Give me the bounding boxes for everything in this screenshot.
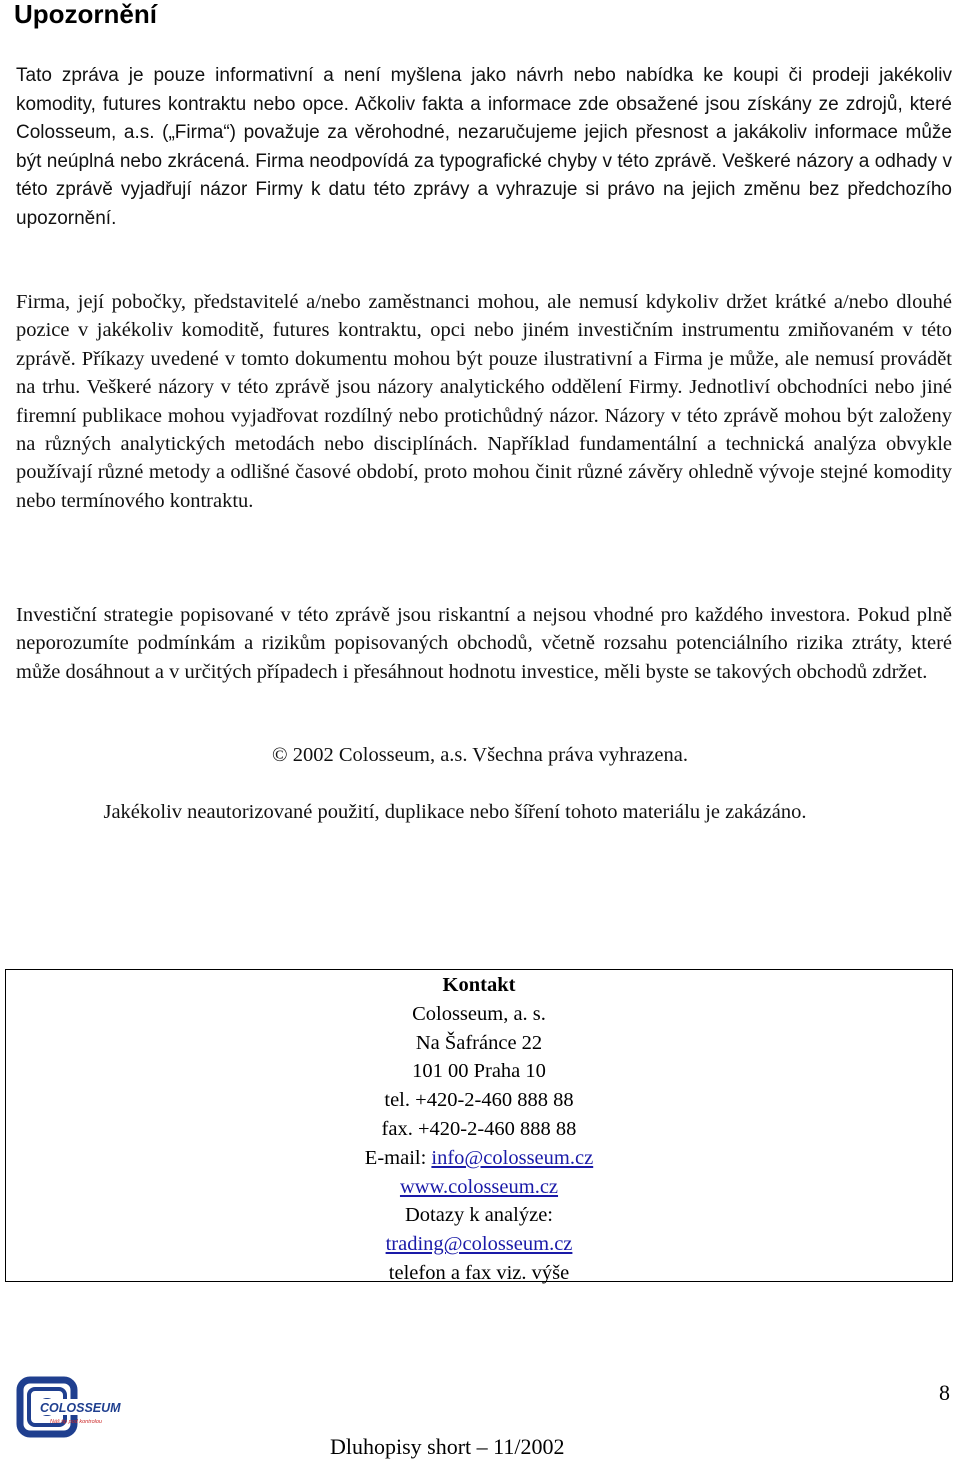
disclaimer-paragraph-2: Firma, její pobočky, představitelé a/nebo zaměstnanci mohou, ale nemusí kdykoliv držet krátké a/nebo dlouhé pozice v jakékoliv komoditě, futures kontraktu, opci nebo jiném investičním instrumentu zmiňovaném v této zprávě. Příkazy uvedené v tomto dokumentu mohou být pouze ilustrativní a Firma je může, ale nemusí provádět na trhu. Veškeré názory v této zprávě jsou názory analytického oddělení Firmy. Jednotliví obchodníci nebo jiné firemní publikace mohou vyjadřovat rozdílný nebo protichůdný názor. Názory v této zprávě mohou být založeny na různých analytických metodách nebo disciplínách. Například fundamentální a technická analýza obvykle používají různé metody a odlišné časové období, proto mohou činit různé závěry ohledně vývoje stejné komodity nebo termínového kontraktu. <box>16 291 952 512</box>
disclaimer-paragraph-3: Investiční strategie popisované v této zprávě jsou riskantní a nejsou vhodné pro každého investora. Pokud plně neporozumíte podmínkám a rizikům popisovaných obchodů, včetně rozsahu potenciálního rizika ztráty, které může dosáhnout a v určitých případech i přesáhnout hodnotu investice, měli byste se takových obchodů zdržet. <box>16 604 952 683</box>
logo-wordmark: COLOSSEUM <box>40 1401 121 1415</box>
contact-web-line <box>6 1173 952 1202</box>
contact-company: Colosseum, a. s. <box>412 1002 546 1025</box>
contact-email-line <box>6 1144 952 1173</box>
contact-email-link[interactable]: info@colosseum.cz <box>431 1146 594 1169</box>
disclaimer-paragraph-1: Tato zpráva je pouze informativní a není myšlena jako návrh nebo nabídka ke koupi či prodeji jakékoliv komodity, futures kontraktu nebo opce. Ačkoliv fakta a informace zde obsažené jsou získány ze zdrojů, které Colosseum, a.s. („Firma“) považuje za věrohodné, nezaručujeme jejich přesnost a jakákoliv informace může být neúplná nebo zkrácená. Firma neodpovídá za typografické chyby v této zprávě. Veškeré názory a odhady v této zprávě vyjadřují názor Firmy k datu této zprávy a vyhrazuje si právo na jejich změnu bez předchozího upozornění. <box>16 65 952 229</box>
contact-city: 101 00 Praha 10 <box>412 1060 546 1083</box>
copyright-line: © 2002 Colosseum, a.s. Všechna práva vyhrazena. <box>272 744 688 766</box>
logo-tagline: Náš tip pod kontrolou <box>50 1419 102 1425</box>
contact-street: Na Šafránce 22 <box>415 1031 543 1054</box>
contact-box <box>5 969 953 1282</box>
contact-phone-note: telefon a fax viz. výše <box>388 1261 570 1284</box>
contact-web-link[interactable]: www.colosseum.cz <box>399 1175 559 1198</box>
contact-title: Kontakt <box>442 974 516 996</box>
contact-trading-link[interactable]: trading@colosseum.cz <box>385 1233 573 1256</box>
page-title: Upozornění <box>14 0 157 29</box>
contact-fax: fax. +420-2-460 888 88 <box>381 1117 577 1140</box>
usage-notice: Jakékoliv neautorizované použití, duplikace nebo šíření tohoto materiálu je zakázáno. <box>103 801 807 823</box>
contact-tel: tel. +420-2-460 888 88 <box>384 1089 574 1112</box>
contact-email-label: E-mail: <box>364 1146 432 1169</box>
page-number: 8 <box>939 1380 950 1405</box>
contact-questions: Dotazy k analýze: <box>405 1204 553 1227</box>
contact-trading-line <box>6 1230 952 1259</box>
footer-title: Dluhopisy short – 11/2002 <box>330 1434 565 1459</box>
colosseum-logo <box>16 1376 128 1438</box>
